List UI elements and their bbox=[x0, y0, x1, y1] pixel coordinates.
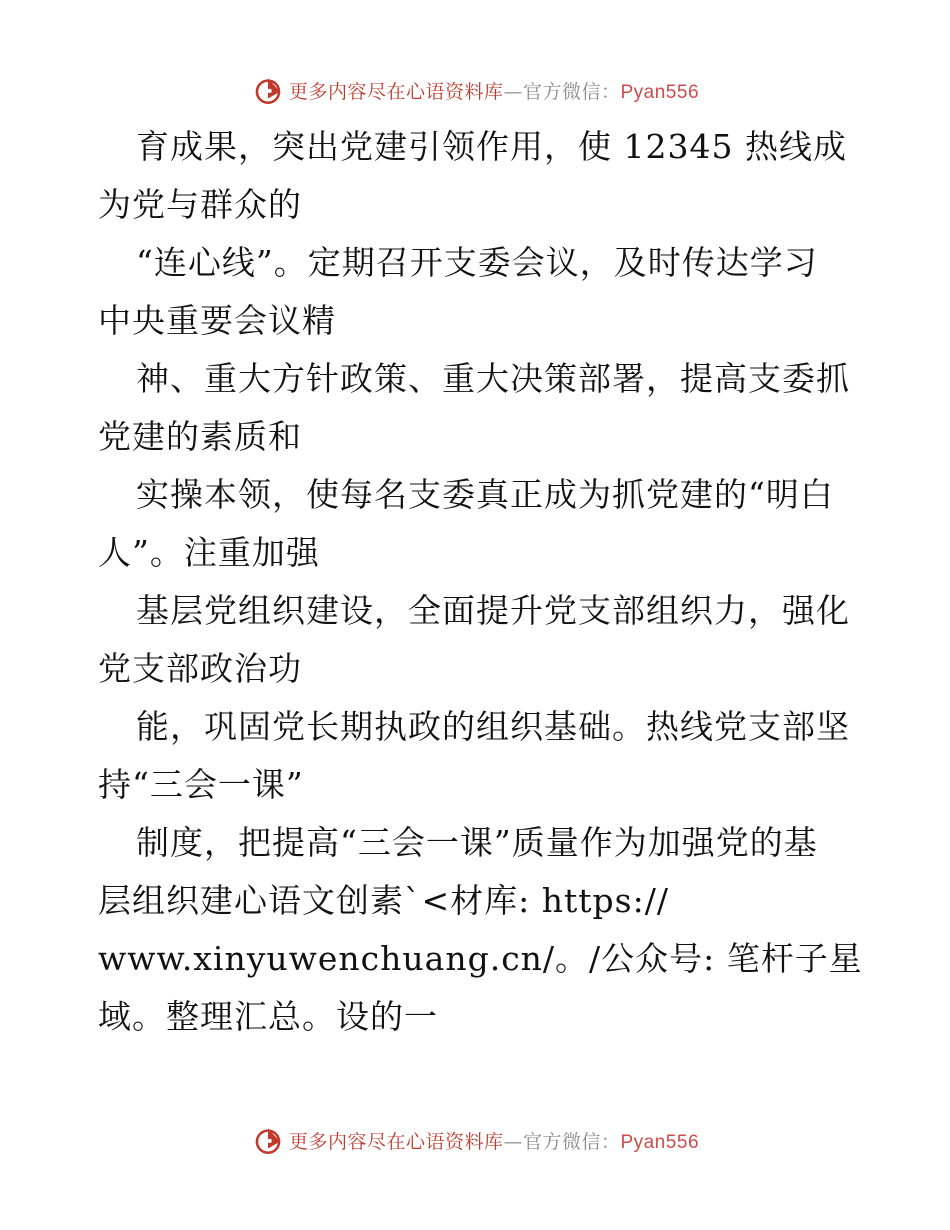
body-line: 人”。注重加强 bbox=[98, 533, 320, 572]
watermark-text bbox=[289, 1127, 699, 1154]
body-line: 党支部政治功 bbox=[98, 649, 302, 688]
pen-nib-logo-icon bbox=[251, 1123, 285, 1157]
watermark-main: 更多内容尽在心语资料库 bbox=[288, 1130, 504, 1153]
body-line: www.xinyuwenchuang.cn/。/公众号: 笔杆子星 bbox=[98, 939, 863, 978]
body-line: 制度，把提高“三会一课”质量作为加强党的基 bbox=[136, 823, 818, 862]
body-line: 神、重大方针政策、重大决策部署，提高支委抓 bbox=[136, 359, 850, 398]
footer-watermark-banner bbox=[0, 1120, 950, 1160]
body-line: 党建的素质和 bbox=[98, 417, 302, 456]
document-body bbox=[98, 118, 863, 1046]
body-line: 基层党组织建设，全面提升党支部组织力，强化 bbox=[136, 591, 850, 630]
body-line: 实操本领，使每名支委真正成为抓党建的“明白 bbox=[136, 475, 834, 514]
watermark-official-label: 官方微信： bbox=[522, 80, 621, 103]
header-watermark-banner bbox=[0, 70, 950, 110]
watermark-text bbox=[289, 77, 699, 104]
body-line: 中央重要会议精 bbox=[98, 301, 336, 340]
watermark-separator: — bbox=[503, 1130, 523, 1153]
watermark-wechat-id: Pyan556 bbox=[620, 1131, 700, 1153]
body-line: 持“三会一课” bbox=[98, 765, 304, 804]
body-line: 层组织建心语文创素`<材库: https:// bbox=[98, 881, 669, 920]
body-line: 育成果，突出党建引领作用，使 12345 热线成 bbox=[136, 127, 847, 166]
body-line: 域。整理汇总。设的一 bbox=[98, 997, 438, 1036]
watermark-wechat-id: Pyan556 bbox=[620, 81, 700, 103]
body-line: 为党与群众的 bbox=[98, 185, 302, 224]
watermark-official-label: 官方微信： bbox=[522, 1130, 621, 1153]
watermark-main: 更多内容尽在心语资料库 bbox=[288, 80, 504, 103]
body-line: 能，巩固党长期执政的组织基础。热线党支部坚 bbox=[136, 707, 850, 746]
watermark-separator: — bbox=[503, 80, 523, 103]
body-line: “连心线”。定期召开支委会议，及时传达学习 bbox=[136, 243, 818, 282]
pen-nib-logo-icon bbox=[251, 73, 285, 107]
